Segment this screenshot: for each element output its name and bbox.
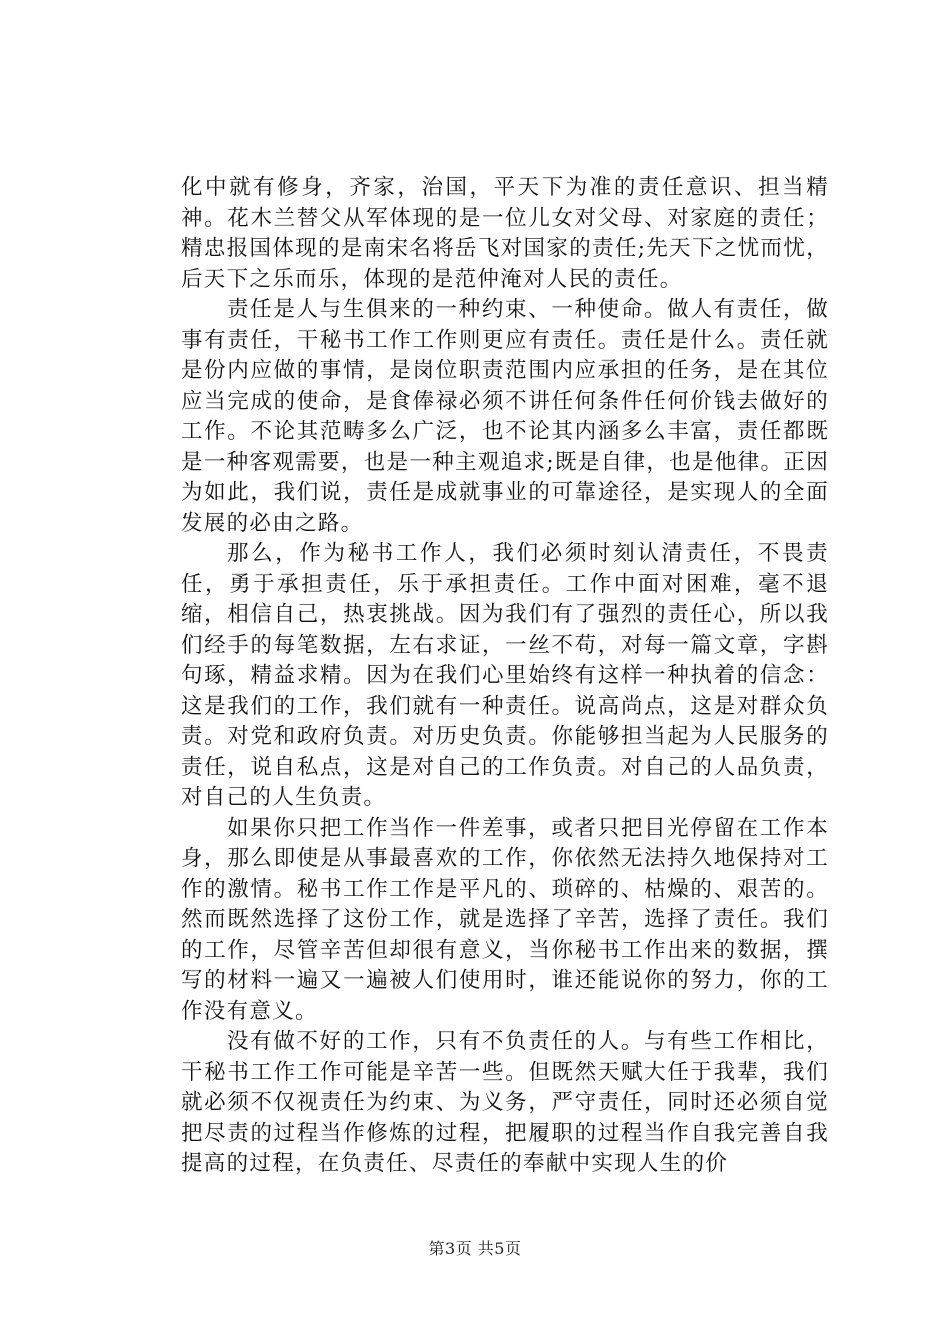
paragraph-continuation: 化中就有修身，齐家，治国，平天下为准的责任意识、担当精神。花木兰替父从军体现的是一位儿女对父母、对家庭的责任；精忠报国体现的是南宋名将岳飞对国家的责任;先天下之忧而忧，后天下之乐而乐，体现的是范仲淹对人民的责任。 [181, 175, 829, 292]
paragraph-work-passion: 如果你只把工作当作一件差事，或者只把目光停留在工作本身，那么即使是从事最喜欢的工作，你依然无法持久地保持对工作的激情。秘书工作工作是平凡的、琐碎的、枯燥的、艰苦的。然而既然选择了这份工作，就是选择了辛苦，选择了责任。我们的工作，尽管辛苦但却很有意义，当你秘书工作出来的数据，撰写的材料一遍又一遍被人们使用时，谁还能说你的努力，你的工作没有意义。 [181, 815, 829, 1024]
paragraph-no-bad-work: 没有做不好的工作，只有不负责任的人。与有些工作相比，干秘书工作工作可能是辛苦一些。但既然天赋大任于我辈，我们就必须不仅视责任为约束、为义务，严守责任，同时还必须自觉把尽责的过程当作修炼的过程，把履职的过程当作自我完善自我提高的过程，在负责任、尽责任的奉献中实现人生的价 [181, 1029, 829, 1176]
paragraph-responsibility-definition: 责任是人与生俱来的一种约束、一种使命。做人有责任，做事有责任，干秘书工作工作则更应有责任。责任是什么。责任就是份内应做的事情，是岗位职责范围内应承担的任务，是在其位应当完成的使命，是食俸禄必须不讲任何条件任何价钱去做好的工作。不论其范畴多么广泛，也不论其内涵多么丰富，责任都既是一种客观需要，也是一种主观追求;既是自律，也是他律。正因为如此，我们说，责任是成就事业的可靠途径，是实现人的全面发展的必由之路。 [181, 297, 829, 536]
page-footer: 第3页 共5页 [428, 1239, 522, 1258]
paragraph-secretary-responsibility: 那么，作为秘书工作人，我们必须时刻认清责任，不畏责任，勇于承担责任，乐于承担责任。工作中面对困难，毫不退缩，相信自己，热衷挑战。因为我们有了强烈的责任心，所以我们经手的每笔数据，左右求证，一丝不苟，对每一篇文章，字斟句琢，精益求精。因为在我们心里始终有这样一种执着的信念：这是我们的工作，我们就有一种责任。说高尚点，这是对群众负责。对党和政府负责。对历史负责。你能够担当起为人民服务的责任，说自私点，这是对自己的工作负责。对自己的人品负责，对自己的人生负责。 [181, 541, 829, 810]
document-body [181, 173, 829, 1180]
